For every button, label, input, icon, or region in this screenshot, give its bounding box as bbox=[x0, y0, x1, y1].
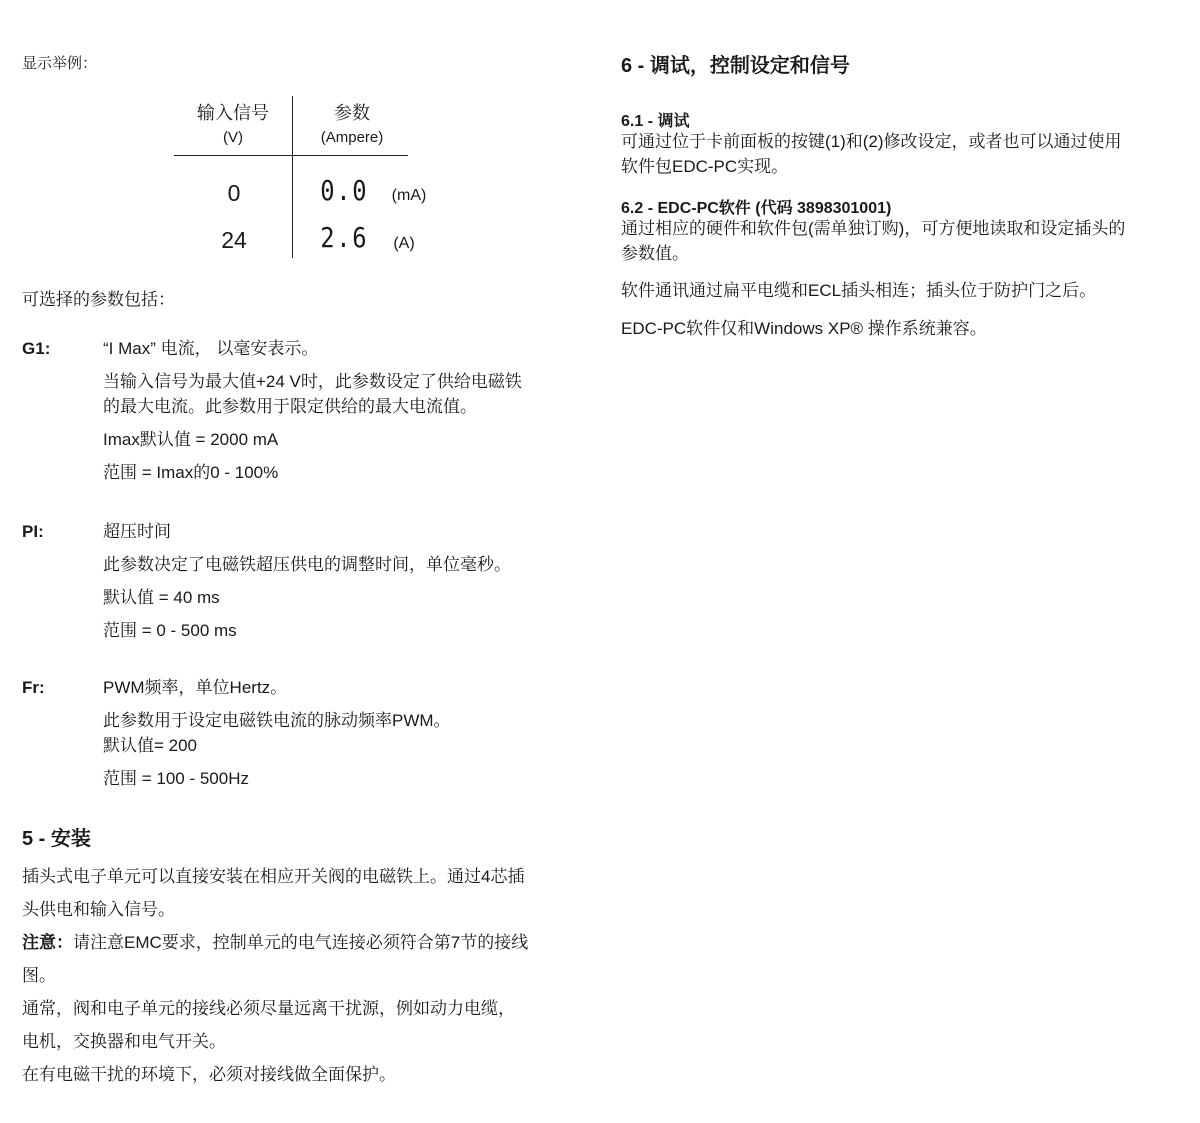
section-6-2-title: 6.2 - EDC-PC软件 (代码 3898301001) bbox=[621, 200, 892, 217]
s62-line-2: 参数值。 bbox=[621, 244, 689, 263]
s62-paragraph-2: 软件通讯通过扁平电缆和ECL插头相连；插头位于防护门之后。 bbox=[621, 281, 1097, 300]
section-5-title: 5 - 安装 bbox=[22, 828, 91, 850]
g1-line-3: 的最大电流。此参数用于限定供给的最大电流值。 bbox=[103, 397, 477, 416]
row1-input: 0 bbox=[227, 180, 241, 206]
example-table bbox=[174, 96, 427, 258]
g1-line-1: “I Max” 电流， 以毫安表示。 bbox=[103, 339, 319, 358]
param-pi-key: PI: bbox=[22, 522, 44, 541]
s5-line-5: 通常，阀和电子单元的接线必须尽量远离干扰源，例如动力电缆， bbox=[22, 999, 515, 1018]
fr-line-3: 默认值= 200 bbox=[103, 736, 198, 755]
row1-unit: (mA) bbox=[391, 187, 427, 204]
s61-line-1: 可通过位于卡前面板的按键(1)和(2)修改设定，或者也可以通过使用 bbox=[621, 132, 1122, 151]
s61-line-2: 软件包EDC-PC实现。 bbox=[621, 157, 789, 176]
param-g1-key: G1: bbox=[22, 339, 51, 358]
parameter-header: 参数 bbox=[334, 103, 370, 123]
s62-line-1: 通过相应的硬件和软件包(需单独订购)，可方便地读取和设定插头的 bbox=[621, 219, 1126, 238]
g1-line-2: 当输入信号为最大值+24 V时，此参数设定了供给电磁铁 bbox=[103, 372, 522, 391]
row2-unit: (A) bbox=[393, 235, 415, 252]
pi-line-3: 默认值 = 40 ms bbox=[103, 588, 220, 607]
row2-input: 24 bbox=[221, 227, 247, 253]
pi-line-2: 此参数决定了电磁铁超压供电的调整时间，单位毫秒。 bbox=[103, 555, 511, 574]
section-6-title: 6 - 调试，控制设定和信号 bbox=[621, 55, 850, 77]
input-signal-header: 输入信号 bbox=[197, 103, 269, 123]
param-fr-key: Fr: bbox=[22, 678, 45, 697]
pi-line-4: 范围 = 0 - 500 ms bbox=[103, 621, 237, 640]
s62-paragraph-3: EDC-PC软件仅和Windows XP® 操作系统兼容。 bbox=[621, 319, 987, 338]
s5-line-7: 在有电磁干扰的环境下，必须对接线做全面保护。 bbox=[22, 1065, 396, 1084]
s5-note-line: 注意：请注意EMC要求，控制单元的电气连接必须符合第7节的接线 bbox=[22, 933, 529, 952]
s5-line-1: 插头式电子单元可以直接安装在相应开关阀的电磁铁上。通过4芯插 bbox=[22, 867, 525, 886]
s5-line-4: 图。 bbox=[22, 966, 56, 985]
s5-line-2: 头供电和输入信号。 bbox=[22, 900, 175, 919]
g1-line-5: 范围 = Imax的0 - 100% bbox=[103, 463, 279, 482]
row2-display: 2.6 bbox=[319, 221, 369, 254]
fr-line-4: 范围 = 100 - 500Hz bbox=[103, 769, 249, 788]
pi-line-1: 超压时间 bbox=[103, 522, 171, 541]
example-label: 显示举例： bbox=[22, 55, 98, 72]
note-label: 注意： bbox=[22, 933, 73, 952]
table-horizontal-divider bbox=[174, 155, 408, 156]
g1-line-4: Imax默认值 = 2000 mA bbox=[103, 430, 279, 449]
row1-display: 0.0 bbox=[319, 174, 369, 207]
parameter-unit: (Ampere) bbox=[320, 129, 384, 146]
fr-line-2: 此参数用于设定电磁铁电流的脉动频率PWM。 bbox=[103, 711, 451, 730]
section-6-1-title: 6.1 - 调试 bbox=[621, 113, 690, 130]
input-signal-unit: (V) bbox=[223, 129, 243, 146]
s5-line-6: 电机，交换器和电气开关。 bbox=[22, 1032, 226, 1051]
params-intro: 可选择的参数包括： bbox=[22, 290, 175, 309]
fr-line-1: PWM频率，单位Hertz。 bbox=[103, 678, 288, 697]
